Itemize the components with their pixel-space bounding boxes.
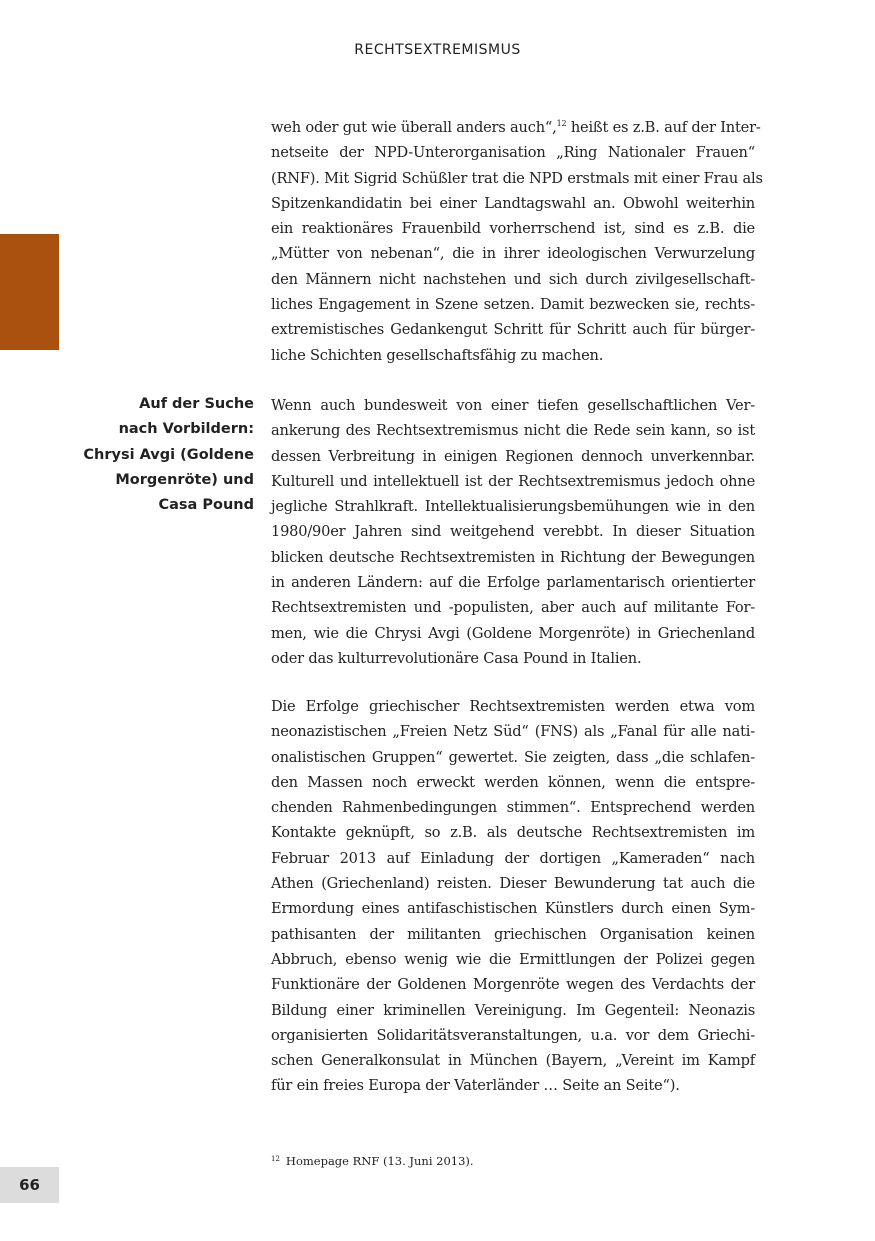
text-line: für ein freies Europa der Vaterländer … Seite an Seite“). bbox=[271, 1077, 680, 1095]
text-line: (RNF). Mit Sigrid Schüßler trat die NPD erstmals mit einer Frau als bbox=[271, 169, 763, 187]
side-heading-line: Morgenröte) und bbox=[115, 471, 254, 488]
text-line bbox=[271, 115, 761, 140]
text-line: netseite der NPD-Unterorganisation „Ring Nationaler Frauen“ bbox=[271, 144, 755, 162]
text-line: Bildung einer kriminellen Vereinigung. Im Gegenteil: Neonazis bbox=[271, 1001, 755, 1019]
text-segment: weh oder gut wie überall anders auch“, bbox=[271, 119, 557, 136]
text-line: Februar 2013 auf Einladung der dortigen „Kameraden“ nach bbox=[271, 849, 755, 867]
text-line: pathisanten der militanten griechischen Organisation keinen bbox=[271, 925, 755, 943]
text-line: liche Schichten gesellschaftsfähig zu machen. bbox=[271, 346, 604, 364]
text-line: den Männern nicht nachstehen und sich durch zivilgesellschaft- bbox=[271, 270, 755, 288]
text-line: Kontakte geknüpft, so z.B. als deutsche Rechtsextremisten im bbox=[271, 824, 755, 842]
text-line: ankerung des Rechtsextremismus nicht die Rede sein kann, so ist bbox=[271, 422, 755, 440]
text-line: Abbruch, ebenso wenig wie die Ermittlungen der Polizei gegen bbox=[271, 950, 755, 968]
text-line: dessen Verbreitung in einigen Regionen dennoch unverkennbar. bbox=[271, 447, 755, 465]
paragraph-3 bbox=[271, 694, 755, 1099]
text-line: Spitzenkandidatin bei einer Landtagswahl an. Obwohl weiterhin bbox=[271, 194, 755, 212]
chapter-color-tab bbox=[0, 234, 59, 350]
text-line: „Mütter von nebenan“, die in ihrer ideologischen Verwurzelung bbox=[271, 245, 755, 263]
running-head: RECHTSEXTREMISMUS bbox=[354, 42, 521, 58]
footnote bbox=[271, 1154, 755, 1168]
text-line: oder das kulturrevolutionäre Casa Pound in Italien. bbox=[271, 649, 642, 667]
footnote-mark: 12 bbox=[271, 1155, 280, 1163]
side-heading-line: nach Vorbildern: bbox=[118, 421, 254, 438]
text-line: den Massen noch erweckt werden können, wenn die entspre- bbox=[271, 773, 755, 791]
text-line: men, wie die Chrysi Avgi (Goldene Morgenröte) in Griechenland bbox=[271, 624, 755, 642]
text-line: Athen (Griechenland) reisten. Dieser Bewunderung tat auch die bbox=[271, 875, 755, 893]
side-heading-line: Casa Pound bbox=[158, 497, 254, 514]
text-line: organisierten Solidaritätsveranstaltungen, u.a. vor dem Griechi- bbox=[271, 1026, 755, 1044]
page-number: 66 bbox=[0, 1167, 59, 1203]
text-line: chenden Rahmenbedingungen stimmen“. Entsprechend werden bbox=[271, 799, 755, 817]
footnote-text: Homepage RNF (13. Juni 2013). bbox=[285, 1154, 474, 1168]
text-line: Rechtsextremisten und -populisten, aber auch auf militante For- bbox=[271, 599, 755, 617]
text-line: Die Erfolge griechischer Rechtsextremisten werden etwa vom bbox=[271, 698, 755, 715]
paragraph-2 bbox=[271, 393, 755, 671]
text-line: Wenn auch bundesweit von einer tiefen gesellschaftlichen Ver- bbox=[271, 397, 755, 414]
side-heading bbox=[60, 392, 254, 518]
text-line: liches Engagement in Szene setzen. Damit bezwecken sie, rechts- bbox=[271, 296, 755, 314]
text-line: in anderen Ländern: auf die Erfolge parlamentarisch orientierter bbox=[271, 574, 755, 592]
text-line: Kulturell und intellektuell ist der Rechtsextremismus jedoch ohne bbox=[271, 472, 755, 490]
text-segment: heißt es z.B. auf der Inter- bbox=[566, 119, 761, 136]
side-heading-line: Chrysi Avgi (Goldene bbox=[83, 446, 254, 463]
text-line: ein reaktionäres Frauenbild vorherrschend ist, sind es z.B. die bbox=[271, 220, 755, 238]
paragraph-1 bbox=[271, 115, 763, 368]
text-line: onalistischen Gruppen“ gewertet. Sie zeigten, dass „die schlafen- bbox=[271, 748, 755, 766]
text-line: neonazistischen „Freien Netz Süd“ (FNS) als „Fanal für alle nati- bbox=[271, 723, 755, 741]
text-line: extremistisches Gedankengut Schritt für Schritt auch für bürger- bbox=[271, 321, 755, 339]
footnote-reference[interactable]: 12 bbox=[556, 119, 567, 128]
text-line: Ermordung eines antifaschistischen Künstlers durch einen Sym- bbox=[271, 900, 755, 918]
text-line: blicken deutsche Rechtsextremisten in Richtung der Bewegungen bbox=[271, 548, 755, 566]
side-heading-line: Auf der Suche bbox=[139, 396, 254, 412]
text-line: Funktionäre der Goldenen Morgenröte wegen des Verdachts der bbox=[271, 976, 755, 994]
text-line: schen Generalkonsulat in München (Bayern, „Vereint im Kampf bbox=[271, 1052, 755, 1070]
text-line: 1980/90er Jahren sind weitgehend verebbt. In dieser Situation bbox=[271, 523, 755, 541]
text-line: jegliche Strahlkraft. Intellektualisierungsbemühungen wie in den bbox=[271, 498, 755, 516]
